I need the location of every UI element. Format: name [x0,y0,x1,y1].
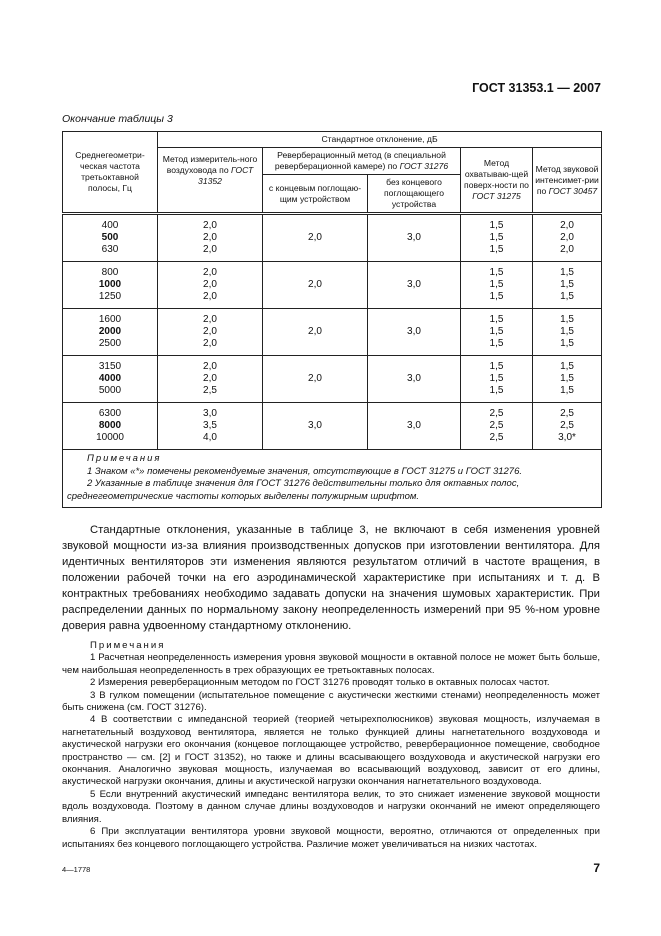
cell-value: 4,0 [203,432,217,443]
col-header-group: Стандартное отклонение, дБ [158,132,602,148]
cell-value: 2500 [98,338,122,349]
cell-value: 1600 [98,314,122,325]
cell-value: 1,5 [560,338,574,349]
cell-value: 2,0 [560,232,574,243]
cell-value: 2,0 [203,326,217,337]
cell-rev_with: 3,0 [263,403,368,450]
cell-duct [158,309,263,356]
cell-value: 630 [101,244,119,255]
cell-rev_without: 3,0 [368,214,461,262]
col-header-frequency: Среднегеометри-ческая частота третьоктавной полосы, Гц [63,132,158,214]
table-notes-title: Примечания [87,453,162,464]
cell-value: 1,5 [560,267,574,278]
cell-int [533,403,602,450]
cell-value: 2,0 [203,267,217,278]
cell-value: 1,5 [489,267,504,278]
cell-value: 3,0 [203,408,217,419]
cell-rev_without: 3,0 [368,262,461,309]
cell-duct [158,262,263,309]
cell-duct [158,403,263,450]
cell-value: 2,0 [203,338,217,349]
cell-value: 1,5 [560,291,574,302]
cell-value: 2,5 [489,408,504,419]
cell-value: 400 [101,220,119,231]
cell-rev_without: 3,0 [368,356,461,403]
cell-value: 1,5 [489,385,504,396]
note-item: 3 В гулком помещении (испытательное помещение с акустически жесткими стенами) неопределенность может быть снижена (см. ГОСТ 31276). [62,689,600,714]
note-item: 4 В соответствии с импедансной теорией (теорией четырехполюсников) звуковая мощность, излучаемая в нагнетательный воздуховод вентилятора, является не только функцией длины нагнетательного воздуховода и акустической нагрузки его окончания (концевое поглощающее устройство, реверберационное помещение, свободное пространство — см. [2] и ГОСТ 31352), но также и длины всасывающего воздуховода и акустической нагрузки его окончания. Аналогично звуковая мощность, излучаемая во всасывающий воздуховод, зависит от его длины, акустической нагрузки окончания, длины и акустической нагрузки окончания нагнетательного воздуховода. [62,714,600,788]
note-item: 2 Измерения реверберационным методом по ГОСТ 31276 проводят только в октавных полосах частот. [90,677,550,689]
cell-value: 2,5 [560,420,574,431]
table-row-group [63,356,602,403]
cell-value: 5000 [98,385,122,396]
cell-int [533,262,602,309]
cell-value: 2,0 [203,232,217,243]
cell-value: 2,0 [203,244,217,255]
cell-value: 2,0 [203,361,217,372]
note-item: 6 При эксплуатации вентилятора уровни звуковой мощности, вероятно, отличаются от определенных при испытаниях без концевого поглощающего устройства. Различие может увеличиваться на низких частотах. [62,826,600,850]
table-row-group [63,214,602,262]
cell-value: 1,5 [489,232,504,243]
page-number: 7 [593,860,600,875]
col-header-envelope: Метод охватываю-щей поверх-ности по ГОСТ 31275 [461,148,533,214]
notes-title: Примечания [90,640,166,651]
cell-value: 1000 [98,279,122,290]
table-row-group [63,262,602,309]
cell-freq [63,356,158,403]
cell-env [461,403,533,450]
cell-value: 4000 [98,373,122,384]
cell-value: 6300 [98,408,122,419]
cell-value: 1,5 [489,279,504,290]
cell-value: 1,5 [560,279,574,290]
cell-value: 8000 [98,420,122,431]
cell-int [533,214,602,262]
cell-value: 800 [101,267,119,278]
cell-rev_with: 2,0 [263,356,368,403]
col-header-duct: Метод измеритель-ного воздуховода по ГОСТ 31352 [158,148,263,214]
cell-freq [63,403,158,450]
cell-rev_without: 3,0 [368,403,461,450]
cell-int [533,309,602,356]
cell-value: 1,5 [560,385,574,396]
cell-env [461,214,533,262]
cell-duct [158,214,263,262]
cell-int [533,356,602,403]
cell-freq [63,214,158,262]
cell-value: 1,5 [489,338,504,349]
cell-value: 1,5 [489,373,504,384]
cell-value: 2,0 [203,373,217,384]
cell-rev_without: 3,0 [368,309,461,356]
note-item: 5 Если внутренний акустический импеданс вентилятора велик, то это снижает изменение звуковой мощности вдоль воздуховода. Поэтому в данном случае длины воздуховодов и нагрузки окончаний не имеют определяющего влияния. [62,788,600,825]
cell-value: 2,0 [560,220,574,231]
cell-value: 500 [101,232,119,243]
col-header-reverb: Реверберационный метод (в специальной реверберационной камере) по ГОСТ 31276 [263,148,461,175]
page-footer [62,861,600,875]
cell-freq [63,309,158,356]
cell-value: 2,5 [489,432,504,443]
cell-value: 1,5 [560,373,574,384]
cell-freq [63,262,158,309]
cell-value: 1250 [98,291,122,302]
footer-code: 4—1778 [62,864,91,874]
cell-rev_with: 2,0 [263,214,368,262]
standard-header: ГОСТ 31353.1 — 2007 [472,81,601,95]
cell-rev_with: 2,0 [263,262,368,309]
col-header-intensity: Метод звуковой интенсимет-рии по ГОСТ 30457 [533,148,602,214]
cell-value: 2,0 [560,244,574,255]
cell-value: 3,5 [203,420,217,431]
cell-duct [158,356,263,403]
cell-value: 2,0 [203,314,217,325]
cell-value: 1,5 [489,291,504,302]
cell-value: 1,5 [560,326,574,337]
cell-env [461,262,533,309]
table-note: 1 Знаком «*» помечены рекомендуемые значения, отсутствующие в ГОСТ 31275 и ГОСТ 31276. [87,465,523,477]
cell-value: 1,5 [489,314,504,325]
cell-value: 2,5 [203,385,217,396]
col-header-reverb-with: с концевым поглощаю-щим устройством [263,175,368,214]
cell-value: 1,5 [489,361,504,372]
cell-env [461,309,533,356]
table-notes [63,450,602,508]
cell-value: 3150 [98,361,122,372]
cell-value: 2,0 [203,279,217,290]
table-note: 2 Указанные в таблице значения для ГОСТ 31276 действительны только для октавных полос, среднегеометрические частоты которых выделены полужирным шрифтом. [67,478,520,502]
note-item: 1 Расчетная неопределенность измерения уровня звуковой мощности в октавной полосе не может быть больше, чем наибольшая неопределенность в трех образующих ее третьоктавных полосах. [62,652,600,676]
col-header-reverb-without: без концевого поглощающего устройства [368,175,461,214]
cell-value: 2,0 [203,220,217,231]
table-caption: Окончание таблицы 3 [62,113,173,125]
cell-value: 10000 [96,432,124,443]
cell-rev_with: 2,0 [263,309,368,356]
notes-section [62,640,600,851]
main-paragraph: Стандартные отклонения, указанные в таблице 3, не включают в себя изменения уровней звуковой мощности из-за влияния производственных допусков при изготовлении вентилятора. Для идентичных вентиляторов эти изменения являются результатом отличий в частоте вращения, в положении рабочей точки на его аэродинамической характеристике при испытаниях и т. д. В контрактных требованиях необходимо задавать допуски на значения шумовых характеристик. При распределении данных по нормальному закону неопределенность измерений при 95 %-ном уровне доверия равна удвоенному стандартному отклонению. [62,524,600,632]
table-row-group [63,309,602,356]
cell-value: 2,0 [203,291,217,302]
cell-value: 2,5 [560,408,574,419]
cell-env [461,356,533,403]
cell-value: 1,5 [560,361,574,372]
cell-value: 2,5 [489,420,504,431]
table-row-group [63,403,602,450]
cell-value: 1,5 [489,326,504,337]
cell-value: 1,5 [489,220,504,231]
deviation-table [62,131,602,508]
cell-value: 1,5 [489,244,504,255]
cell-value: 1,5 [560,314,574,325]
cell-value: 3,0* [558,432,576,443]
cell-value: 2000 [98,326,122,337]
